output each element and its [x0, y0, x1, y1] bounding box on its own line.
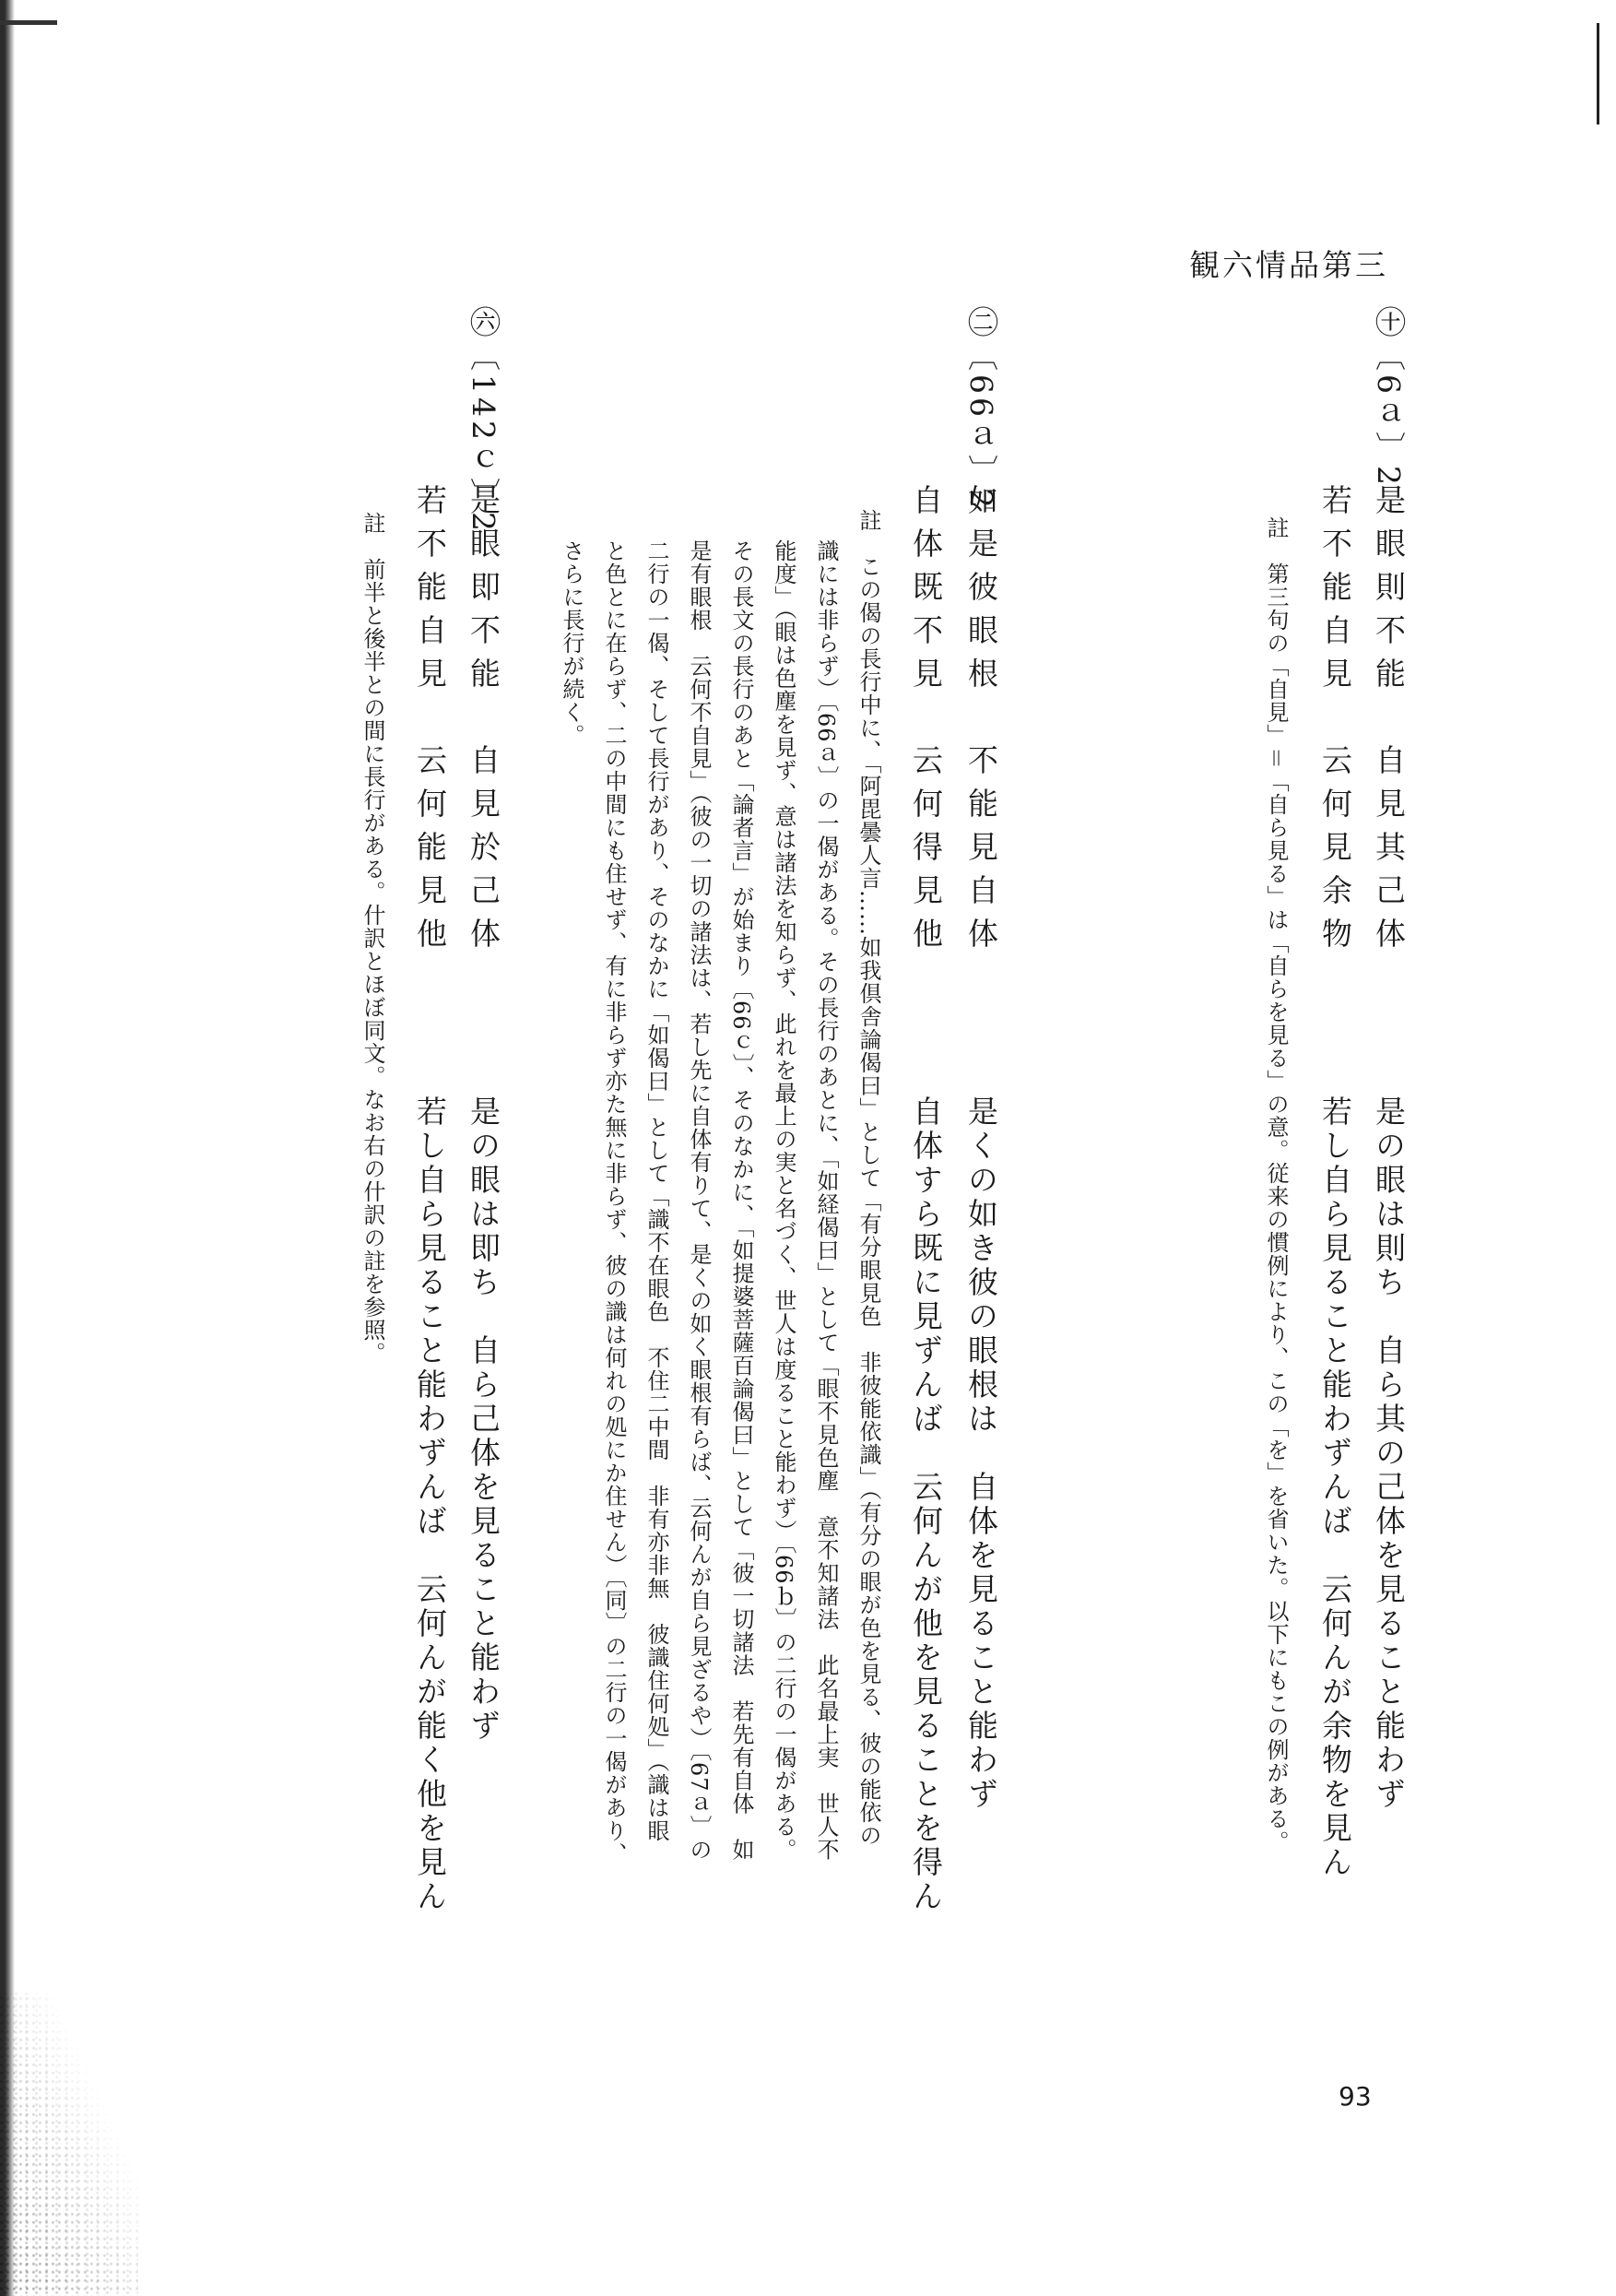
- section-2-translation-line-2: 自体すら既に見ずんば 云何んが他を見ることを得ん: [908, 1095, 944, 1914]
- section-1-translation-line-1: 是の眼は則ち 自ら其の己体を見ること能わず: [1371, 1095, 1407, 1812]
- section-1-translation-line-2: 若し自ら見ること能わずんば 云何んが余物を見ん: [1317, 1095, 1353, 1880]
- scan-top-mark: [0, 20, 57, 25]
- section-3-marker: ㊅〔142ｃ〕2: [466, 306, 501, 535]
- section-2-marker: ㊁〔66ａ〕2: [963, 306, 999, 512]
- section-2-note-line-6: 二行の一偈、そして長行があり、そのなかに「如偈曰」として「識不在眼色 不住二中間 非有亦非無 彼識住何処」（識は眼: [643, 539, 669, 1842]
- section-3-translation-line-2: 若し自ら見ること能わずんば 云何んが能く他を見ん: [412, 1095, 448, 1914]
- section-2-note-line-5: 是有眼根 云何不自見」（彼の一切の諸法は、若し先に自体有りて、是くの如く眼根有らば、云何んが自ら見ざるや）〔67ａ〕の: [686, 539, 712, 1862]
- section-3-translation-line-1: 是の眼は即ち 自ら己体を見ること能わず: [466, 1095, 501, 1744]
- section-2-verse-line-2: 自体既不見 云何得見他: [908, 484, 944, 961]
- section-3-verse-line-1: 是眼即不能 自見於己体: [466, 484, 501, 961]
- section-2-note-line-3: 能度」（眼は色塵を見ず、意は諸法を知らず、此れを最上の実と名づく、世人は度ること能わず）〔66ｂ〕の二行の一偈がある。: [771, 539, 796, 1862]
- chapter-title: 観六情品第三: [1189, 247, 1388, 283]
- section-2-note-line-8: さらに長行が続く。: [559, 539, 584, 747]
- section-2-note-line-7: と色とに在らず、二の中間にも住せず、有に非らず亦た無に非らず、彼の識は何れの処にか住せん）〔同〕の二行の一偈があり、: [601, 539, 627, 1865]
- section-2-note-line-1: 註 この偈の長行中に、「阿毘曇人言……如我倶舎論偈曰」として「有分眼見色 非彼能依識」（有分の眼が色を見る、彼の能依の: [855, 509, 881, 1847]
- section-1-verse-line-2: 若不能自見 云何見余物: [1317, 484, 1353, 961]
- scan-left-edge: [0, 0, 15, 2296]
- section-1-verse-line-1: 是眼則不能 自見其己体: [1371, 484, 1407, 961]
- section-2-note-line-2: 識には非らず）〔66ａ〕の一偈がある。その長行のあとに、「如経偈曰」として「眼不見色塵 意不知諸法 此名最上実 世人不: [813, 539, 839, 1862]
- section-3-verse-line-2: 若不能自見 云何能見他: [412, 484, 448, 961]
- scan-right-mark: [1597, 23, 1605, 124]
- scan-corner-noise: [0, 1992, 138, 2296]
- section-1-note-line-1: 註 第三句の「自見」＝「自ら見る」は「自らを見る」の意。従来の慣例により、この「を」を省いた。以下にもこの例がある。: [1263, 516, 1289, 1853]
- section-2-note-line-4: その長文の長行のあと「論者言」が始まり〔66ｃ〕、そのなかに、「如提婆菩薩百論偈曰」として「彼一切諸法 若先有自体 如: [728, 539, 754, 1862]
- section-2-verse-line-1: 如是彼眼根 不能見自体: [963, 484, 999, 961]
- section-3-note-line-1: 註 前半と後半との間に長行がある。什訳とほぼ同文。なお右の什訳の註を参照。: [360, 512, 385, 1365]
- page-number: 93: [1339, 2081, 1372, 2112]
- section-2-translation-line-1: 是くの如き彼の眼根は 自体を見ること能わず: [963, 1095, 999, 1812]
- section-1-marker: ㊉〔6ａ〕2: [1371, 306, 1407, 489]
